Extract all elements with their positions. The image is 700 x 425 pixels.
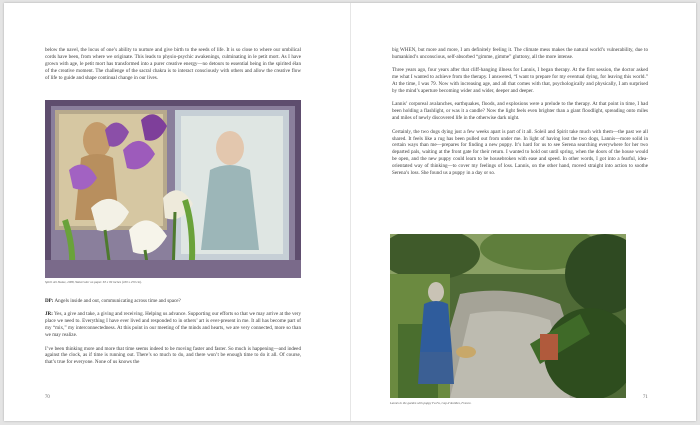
left-paragraph-1: below the navel, the locus of one’s ability to nurture and give birth to the seeds of life. It is so close to where our umbilical cords have been, from where we originate. This leads to physio-psychic awakenings, culminating in le petit mort. As I have grown with age, le petit mort has transformed into a purer creative energy—no detours to essential being in the spirited élan of the creative moment. The challenge of the sacral chakra is to interact consciously with others and allow the creative flow of life to guide and shape continual change in our lives. <box>45 47 301 81</box>
left-page <box>4 3 350 421</box>
artwork-caption-wrap <box>45 280 301 291</box>
left-page-number: 70 <box>45 395 50 400</box>
left-paragraph-last: I’ve been thinking more and more that time seems indeed to be moving faster and faster. So much is happening—and indeed against the clock, as if time is running out. There’s so much to do, and there won’t be enough time to do it all. Of course, that’s true for everyone. None of us knows the <box>45 345 301 366</box>
garden-photo <box>390 234 626 398</box>
garden-illustration <box>390 234 626 398</box>
artwork-illustration <box>45 100 301 278</box>
jr-initials: JR: <box>45 311 53 318</box>
right-column <box>392 47 648 177</box>
right-paragraph-2: Three years ago, four years after that cliff-hanging illness for Lannis, I began therapy. At the first session, the doctor asked me what I wanted to achieve from the therapy. I answered, “I want to prepare for my eventual dying, for leaving this world.” At the time, I was 79. Now with increasing age, and all that comes with that, psychologically and physically, I am surprised by the mind’s aperture becoming wider and wider, deeper and deeper. <box>392 67 648 95</box>
artwork-caption: Spirit Art Statue, 2008, Watercolor on paper. 63 x 99 inches (160 x 250 cm). <box>45 280 142 284</box>
right-paragraph-1: big WHEN, but more and more, I am definitely feeling it. The climate mess makes the natural world’s vulnerability, due to humankind’s unconscious, self-absorbed “gimme, gimme” gluttony, all the more intense. <box>392 47 648 60</box>
dp-initials: DP: <box>45 298 54 304</box>
artwork-image <box>45 100 301 278</box>
book-spread <box>4 3 696 421</box>
left-bottom-column <box>45 298 301 366</box>
right-page-number: 71 <box>643 395 648 400</box>
dp-text: Angels inside and out, communicating across time and space? <box>54 298 181 304</box>
right-page <box>351 3 696 421</box>
left-top-column <box>45 47 301 82</box>
jr-answer <box>45 311 301 339</box>
jr-text: Yes, a give and take, a giving and receiving. Helping us advance. Supporting our efforts so that we may arrive at the very place we need to. Everything I have ever lived and responded to in others’ art is ever-present in me. It all has become part of my “mix,” my interconnectedness. At this point in our meeting of the minds and hearts, we are very connected, more so than we may realize. <box>45 311 301 339</box>
dp-question <box>45 298 301 305</box>
garden-caption: Lannis in the garden with puppy Fa Fa, Cap d’Antibes, France. <box>390 401 472 405</box>
garden-caption-wrap <box>390 401 646 412</box>
right-paragraph-3: Lannis’ corporeal avalanches, earthquakes, floods, and explosions were a prelude to the therapy. At that point in time, I had been holding a flashlight, or was it a candle? Now the light feels even brighter than a giant floodlight, spreading onto miles and miles of newly discovered life in the otherwise dark night. <box>392 101 648 122</box>
right-paragraph-4: Certainly, the two dogs dying just a few weeks apart is part of it all. Soleil and Spirit take much with them—the past we all shared. It feels like a rug has been pulled out from under me. In light of having lost the two dogs, Lannis—more solid in certain ways than me—prepares for finding a new puppy. It’s hard for us to see Serena searching everywhere for her two departed pals, waiting at the front gate for their return. I wanted to hold out until spring, when the doors of the house would be open, and the new puppy could learn to be housebroken with ease and speed. In other words, I got into a fearful, idea-orientated way of thinking—to cover my feelings of loss. Lannis, on the other hand, moved straight into action to soothe Serena’s loss. She found us a puppy in a day or so. <box>392 128 648 177</box>
